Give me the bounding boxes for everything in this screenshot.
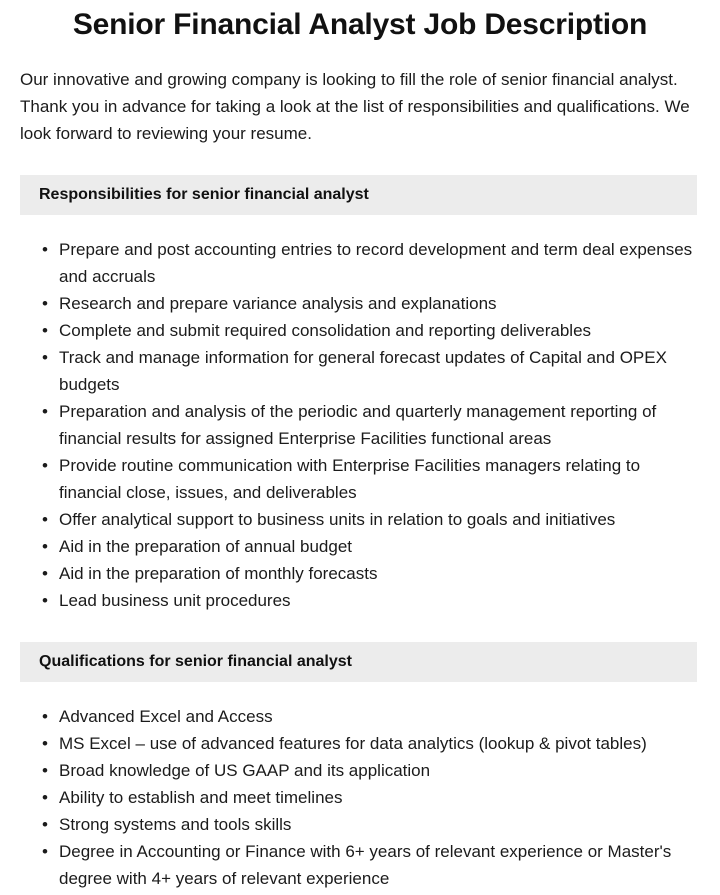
bullet-icon: •	[42, 348, 48, 367]
bullet-icon: •	[42, 591, 48, 610]
list-item	[0, 811, 720, 838]
responsibilities-list	[0, 236, 720, 614]
bullet-icon: •	[42, 456, 48, 475]
section-header-responsibilities	[20, 175, 697, 215]
list-item	[0, 587, 720, 614]
bullet-icon: •	[42, 842, 48, 861]
list-item-text: Prepare and post accounting entries to record development and term deal expenses and accruals	[59, 240, 693, 286]
spacer-before-qualifications	[0, 614, 720, 642]
list-item	[0, 398, 720, 452]
list-item-text: Track and manage information for general forecast updates of Capital and OPEX budgets	[59, 348, 667, 394]
bullet-icon: •	[42, 707, 48, 726]
section-header-qualifications	[20, 642, 697, 682]
bullet-icon: •	[42, 788, 48, 807]
list-item-text: Broad knowledge of US GAAP and its application	[59, 761, 431, 780]
list-item-text: Research and prepare variance analysis and explanations	[59, 294, 497, 313]
page-title: Senior Financial Analyst Job Description	[72, 8, 648, 41]
list-item-text: Aid in the preparation of monthly forecasts	[59, 564, 378, 583]
list-item-text: Offer analytical support to business units in relation to goals and initiatives	[59, 510, 616, 529]
section-responsibilities	[0, 175, 720, 614]
bullet-icon: •	[42, 537, 48, 556]
list-item-text: Provide routine communication with Enterprise Facilities managers relating to financial close, issues, and deliverables	[59, 456, 641, 502]
list-item-text: Complete and submit required consolidation and reporting deliverables	[59, 321, 592, 340]
bullet-icon: •	[42, 321, 48, 340]
list-item	[0, 703, 720, 730]
list-item-text: Aid in the preparation of annual budget	[59, 537, 353, 556]
qualifications-list	[0, 703, 720, 892]
list-item	[0, 344, 720, 398]
list-item-text: MS Excel – use of advanced features for data analytics (lookup & pivot tables)	[59, 734, 647, 753]
list-item	[0, 560, 720, 587]
intro-paragraph: Our innovative and growing company is looking to fill the role of senior financial analyst. Thank you in advance for taking a look at the list of responsibilities and qualifications. We look forward to reviewing your resume.	[20, 70, 690, 143]
section-header-label: Responsibilities for senior financial analyst	[39, 186, 369, 203]
list-item	[0, 452, 720, 506]
section-qualifications	[0, 642, 720, 892]
list-item-text: Degree in Accounting or Finance with 6+ years of relevant experience or Master's degree with 4+ years of relevant experience	[59, 842, 672, 888]
list-item	[0, 290, 720, 317]
list-item	[0, 236, 720, 290]
list-item-text: Advanced Excel and Access	[59, 707, 273, 726]
list-item	[0, 730, 720, 757]
spacer-after-responsibilities-header	[0, 215, 720, 236]
list-item	[0, 533, 720, 560]
list-item	[0, 317, 720, 344]
list-item	[0, 506, 720, 533]
bullet-icon: •	[42, 402, 48, 421]
list-item	[0, 757, 720, 784]
list-item-text: Strong systems and tools skills	[59, 815, 292, 834]
section-header-label: Qualifications for senior financial analyst	[39, 653, 352, 670]
bullet-icon: •	[42, 510, 48, 529]
bullet-icon: •	[42, 761, 48, 780]
bullet-icon: •	[42, 815, 48, 834]
bullet-icon: •	[42, 294, 48, 313]
bullet-icon: •	[42, 564, 48, 583]
spacer-after-qualifications-header	[0, 682, 720, 703]
bullet-icon: •	[42, 240, 48, 259]
list-item-text: Lead business unit procedures	[59, 591, 291, 610]
list-item	[0, 784, 720, 811]
bullet-icon: •	[42, 734, 48, 753]
spacer-before-responsibilities	[0, 147, 720, 175]
list-item	[0, 838, 720, 892]
list-item-text: Ability to establish and meet timelines	[59, 788, 343, 807]
list-item-text: Preparation and analysis of the periodic and quarterly management reporting of financial results for assigned Enterprise Facilities functional areas	[59, 402, 657, 448]
